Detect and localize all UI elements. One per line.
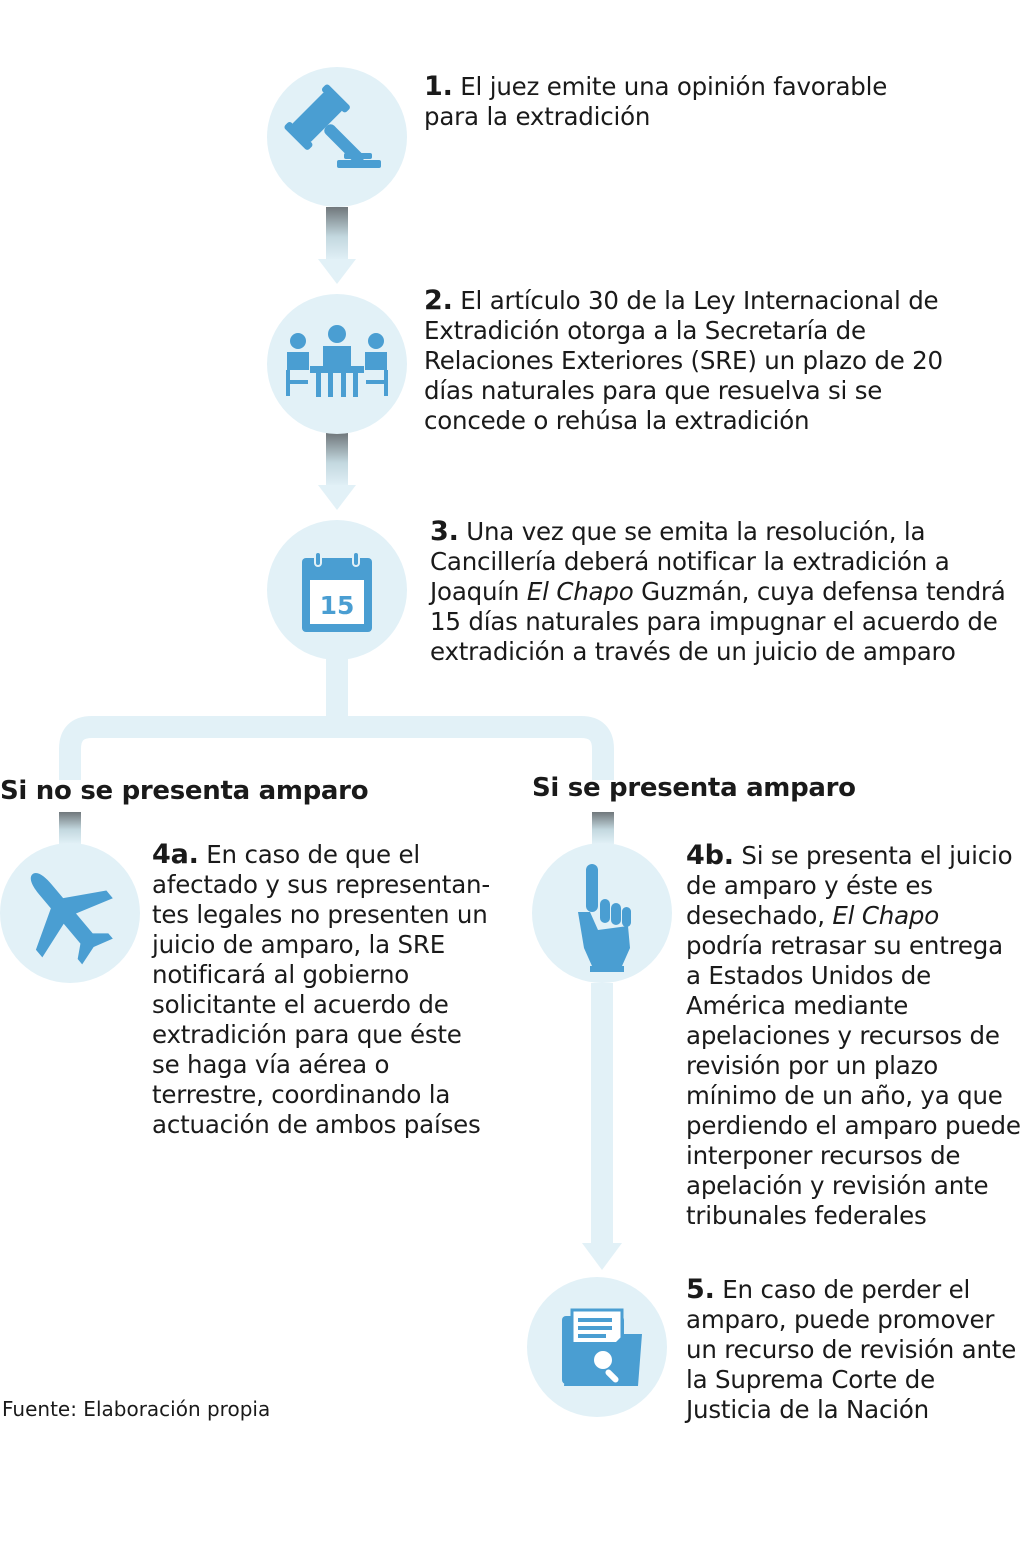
step4b-number: 4b. xyxy=(686,840,734,871)
step5-number: 5. xyxy=(686,1274,715,1305)
step1-description: El juez emite una opinión favorable para la extradición xyxy=(424,72,888,131)
connector-right-down xyxy=(592,812,614,844)
step3-nickname: El Chapo xyxy=(526,577,634,606)
step4a-number: 4a. xyxy=(152,839,199,870)
branch-label-amparo: Si se presenta amparo xyxy=(532,773,856,803)
step5-description: En caso de perder el amparo, puede promover un recurso de revisión ante la Suprema Corte de Justicia de la Nación xyxy=(686,1275,1017,1424)
step4b-description-b: podría retrasar su entrega a Estados Unidos de América mediante apelaciones y recursos de revisión por un plazo mínimo de un año, ya que perdiendo el amparo puede interponer recursos de apelación y revisión ante tribunales federales xyxy=(686,931,1021,1230)
step5-text xyxy=(686,1275,1022,1425)
connector-left-down xyxy=(59,812,81,844)
step3-text xyxy=(430,517,1022,667)
calendar-day: 15 xyxy=(319,591,355,620)
step2-number: 2. xyxy=(424,285,453,316)
branch-connector xyxy=(70,658,603,780)
arrow-step1-to-step2 xyxy=(318,207,356,284)
step4b-nickname: El Chapo xyxy=(832,901,940,930)
arrow-step4b-to-step5 xyxy=(582,983,622,1270)
step3-description-a: Una vez que se emita la resolución, la Cancillería deberá notificar la extradición a Joaquín xyxy=(430,517,950,606)
calendar-icon xyxy=(302,552,372,632)
arrow-step2-to-step3 xyxy=(318,433,356,510)
step4a-text xyxy=(152,840,492,1140)
step2-description: El artículo 30 de la Ley Internacional de Extradición otorga a la Secretaría de Relaciones Exteriores (SRE) un plazo de 20 días naturales para que resuelva si se concede o rehúsa la extradición xyxy=(424,286,943,435)
step4b-description-a: Si se presenta el juicio de amparo y éste es desechado, xyxy=(686,841,1013,930)
step4b-text xyxy=(686,841,1022,1231)
step2-text xyxy=(424,286,944,436)
step3-description-b: Guzmán, cuya defensa tendrá 15 días naturales para impugnar el acuerdo de extradición a través de un juicio de amparo xyxy=(430,577,1006,666)
source-note: Fuente: Elaboración propia xyxy=(2,1397,271,1421)
step1-text xyxy=(424,72,894,132)
step1-number: 1. xyxy=(424,71,453,102)
branch-label-no-amparo: Si no se presenta amparo xyxy=(0,776,369,806)
step4a-description: En caso de que el afectado y sus representan-tes legales no presenten un juicio de amparo, la SRE notificará al gobierno solicitante el acuerdo de extradición para que éste se haga vía aérea o terrestre, coordinando la actuación de ambos países xyxy=(152,840,490,1139)
step3-number: 3. xyxy=(430,516,459,547)
